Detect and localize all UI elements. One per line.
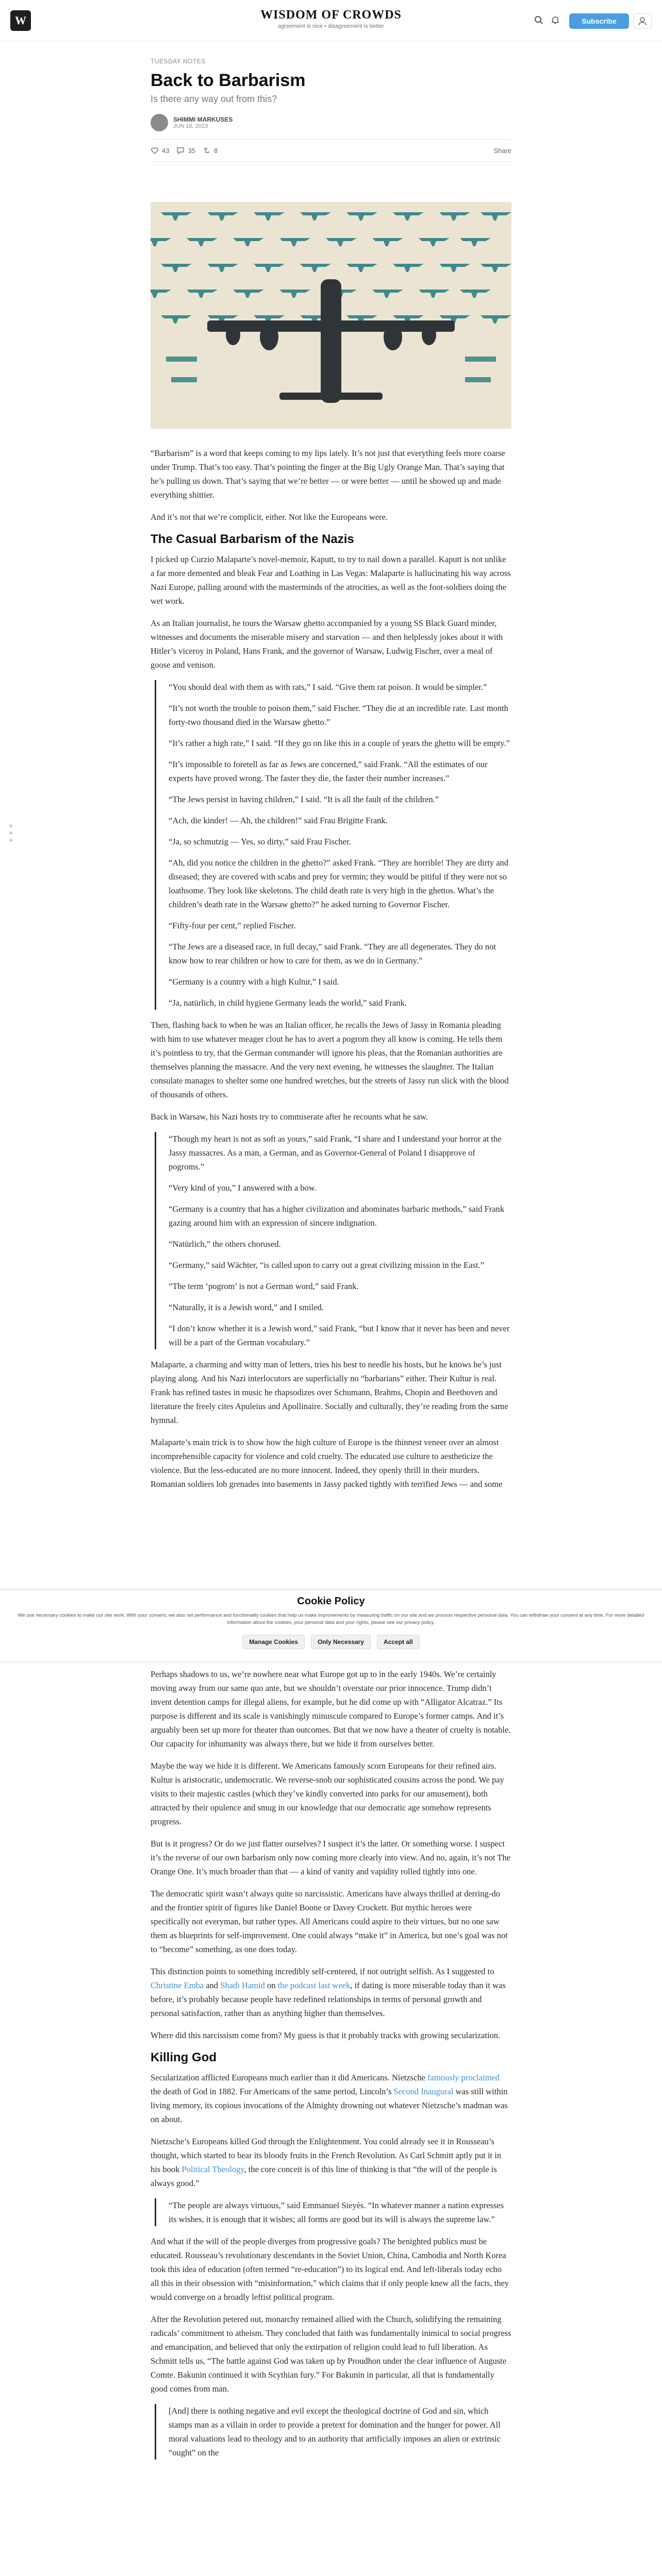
quote-line: “Natürlich,” the others chorused. bbox=[169, 1239, 281, 1249]
paragraph bbox=[151, 2071, 511, 2126]
paragraph bbox=[151, 1964, 511, 2020]
bell-icon[interactable] bbox=[550, 15, 561, 27]
comment-icon bbox=[176, 146, 185, 155]
paragraph: Perhaps shadows to us, we’re nowhere near what Europe got up to in the early 1940s. We’re certainly moving away from our same quo ante, but we shouldn’t overstate our prior innocence. Trump didn’t invent detention camps for illegal aliens, for example, but he did come up with “Alligator Alcatraz.” Its purpose is different and its scale is vanishingly minuscule compared to Europe’s former camps. And it’s arguably been set up more for theater than outcomes. But that we now have a theater of cruelty is notable. Our capacity for inhumanity was always there, but we hide it from ourselves better. bbox=[151, 1669, 511, 1749]
article-body-part-1 bbox=[151, 446, 511, 1499]
text-run: on bbox=[264, 1980, 278, 1990]
quote-line: “It’s impossible to foretell as far as Jews are concerned,” said Frank. “All the estimates of our experts have proved wrong. The faster they die, the faster their number increases.” bbox=[169, 759, 488, 783]
text-run: This distinction points to something incredibly self-centered, if not outright selfish. As I suggested to bbox=[151, 1967, 494, 1976]
comment-count: 35 bbox=[188, 146, 195, 155]
text-run: Secularization afflicted Europeans much earlier than it did Americans. Nietzsche bbox=[151, 2073, 428, 2082]
comment-button[interactable] bbox=[176, 146, 195, 155]
section-heading-casual-barbarism: The Casual Barbarism of the Nazis bbox=[151, 532, 354, 546]
link-shadi-hamid[interactable]: Shadi Hamid bbox=[220, 1980, 265, 1990]
quote-line: “Germany is a country that has a higher civilization and abominates barbaric methods,” said Frank gazing around him with an expression of sincere indignation. bbox=[169, 1204, 505, 1228]
quote-line: [And] there is nothing negative and evil except the theological doctrine of God and sin, which stamps man as a villain in order to provide a pretext for domination and the hunger for power. All moral valuations lead to theology and to an authority that artificially imposes an alien or extrinsic “ought” on the bbox=[169, 2406, 501, 2458]
article-body-part-2 bbox=[151, 1667, 511, 2468]
author-avatar[interactable] bbox=[151, 114, 168, 131]
link-christine-emba[interactable]: Christine Emba bbox=[151, 1980, 204, 1990]
like-count: 43 bbox=[162, 146, 170, 155]
text-run: , if dating is more miserable today than it was before, it’s probably because people have redefined relationships in terms of personal growth and personal satisfaction, rather than as anything higher than themselves. bbox=[151, 1980, 506, 2018]
text-run: Nietzsche’s Europeans killed God through the Enlightenment. You could already see it in Rousseau’s thought, which started to bear its bloody fruits in the French Revolution. As Carl Schmitt aptly put it in his book bbox=[151, 2137, 502, 2174]
article-title: Back to Barbarism bbox=[151, 71, 306, 90]
quote-line: “Germany is a country with a high Kultur,” I said. bbox=[169, 977, 339, 987]
author-name[interactable]: SHIMMI MARKUSES bbox=[173, 116, 233, 123]
publish-date: JUN 18, 2023 bbox=[173, 123, 208, 129]
quote-line: “It’s rather a high rate,” I said. “If they go on like this in a couple of years the ghetto will be empty.” bbox=[169, 738, 510, 748]
paragraph: Maybe the way we hide it is different. We Americans famously scorn Europeans for their refined airs. Kultur is aristocratic, undemocratic. We reverse-snob our sophisticated cousins across the pond. We pay visits to their majestic castles (which they’ve kindly converted into parks for our amusement), both attracted by their opulence and smug in our knowledge that our democratic age somehow represents progress. bbox=[151, 1761, 504, 1826]
link-second-inaugural[interactable]: Second Inaugural bbox=[393, 2087, 454, 2096]
paragraph: And it’s not that we’re complicit, either. Not like the Europeans were. bbox=[151, 512, 388, 522]
quote-line: “It’s not worth the trouble to poison them,” said Fischer. “They die at an incredible rate. Last month forty-two thousand died in the Warsaw ghetto.” bbox=[169, 703, 508, 727]
blockquote-bakunin bbox=[155, 2404, 511, 2460]
share-dot[interactable] bbox=[9, 832, 12, 835]
quote-line: “The Jews persist in having children,” I said. “It is all the fault of the children.” bbox=[169, 794, 439, 804]
restack-count: 8 bbox=[213, 146, 218, 155]
quote-line: “Very kind of you,” I answered with a bow. bbox=[169, 1183, 317, 1193]
manage-cookies-button[interactable]: Manage Cookies bbox=[242, 1635, 305, 1649]
account-button[interactable] bbox=[633, 13, 652, 29]
share-label: Share bbox=[493, 146, 511, 155]
floating-share-widget[interactable] bbox=[7, 824, 14, 846]
text-run: the death of God in 1882. For Americans of the same period, Lincoln’s bbox=[151, 2087, 394, 2096]
byline bbox=[151, 114, 511, 131]
paragraph: Where did this narcissism come from? My guess is that it probably tracks with growing secularization. bbox=[151, 2030, 501, 2040]
quote-line: “Ach, die kinder! — Ah, the children!” said Frau Brigitte Frank. bbox=[169, 816, 388, 825]
quote-line: “Germany,” said Wächter, “is called upon to carry out a great civilizing mission in the East.” bbox=[169, 1260, 484, 1270]
hero-illustration bbox=[151, 202, 511, 429]
quote-line: “I don’t know whether it is a Jewish word,” said Frank, “but I know that it never has been and never will be a part of the German vocabulary.” bbox=[169, 1324, 510, 1347]
paragraph: I picked up Curzio Malaparte’s novel-memoir, Kaputt, to try to nail down a parallel. Kaputt is not unlike a far more demented and bleak Fear and Loathing in Las Vegas: Malaparte is hallucinating his way across Nazi Europe, palling around with the masterminds of the atrocities, as well as the foot-soldiers doing the wet work. bbox=[151, 554, 511, 606]
publication-name[interactable]: WISDOM OF CROWDS bbox=[260, 8, 402, 22]
paragraph: “Barbarism” is a word that keeps coming to my lips lately. It’s not just that everything feels more coarse under Trump. That’s too easy. That’s pointing the finger at the Big Ugly Orange Man. That’s saying that he’s pulling us down. That’s saying that we’re better — or were better — until he showed up and made everything shittier. bbox=[151, 448, 505, 500]
search-icon[interactable] bbox=[533, 15, 544, 27]
quote-line: “You should deal with them as with rats,” I said. “Give them rat poison. It would be simpler.” bbox=[169, 682, 487, 692]
paragraph: The democratic spirit wasn’t always quite so narcissistic. Americans have always thrilled at derring-do and the frontier spirit of figures like Daniel Boone or Davey Crockett. But mythic heroes were specifically not everyman, but rather types. All Americans could aspire to their virtues, but no one saw them as blueprints for self-improvement. One could always “make it” in America, but one’s goal was not to “become” something, as one does today. bbox=[151, 1889, 508, 1954]
share-dot[interactable] bbox=[9, 839, 12, 842]
publication-tagline: agreement is nice • disagreement is better bbox=[278, 23, 384, 29]
heart-icon bbox=[151, 146, 159, 155]
paragraph: But is it progress? Or do we just flatter ourselves? I suspect it’s the latter. Or something worse. I suspect it’s the reverse of our own barbarism only now coming more clearly into view. And no, again, it’s not The Orange One. It’s much broader than that — a kind of vanity and vapidity rolled tightly into one. bbox=[151, 1839, 510, 1876]
quote-line: “Naturally, it is a Jewish word,” and I smiled. bbox=[169, 1302, 324, 1312]
only-necessary-button[interactable]: Only Necessary bbox=[311, 1635, 371, 1649]
restack-icon bbox=[203, 146, 211, 155]
like-button[interactable] bbox=[151, 146, 169, 155]
blockquote-kaputt-dinner bbox=[155, 680, 511, 1010]
quote-line: “Ja, so schmutzig — Yes, so dirty,” said Frau Fischer. bbox=[169, 837, 351, 846]
paragraph: Then, flashing back to when he was an Italian officer, he recalls the Jews of Jassy in Romania pleading with him to use whatever meager clout he has to avert a pogrom they all know is coming. He tells them it’s pointless to try, that the German commander will ignore his pleas, that the Romanian authorities are themselves planning the massacre. And the very next evening, he witnesses the slaughter. The Italian consulate manages to shelter some one hundred wretches, but the streets of Jassy run slick with the blood of thousands of others. bbox=[151, 1020, 509, 1099]
article-header bbox=[151, 58, 511, 131]
quote-line: “The term ‘pogrom’ is not a German word,” said Frank. bbox=[169, 1281, 359, 1291]
link-political-theology[interactable]: Political Theology bbox=[181, 2164, 244, 2174]
paragraph: And what if the will of the people diverges from progressive goals? The benighted publics must be educated. Rousseau’s revolutionary descendants in the Soviet Union, China, Cambodia and North Korea took this idea of education (often termed “re-education”) to its logical end. And left-liberals today echo all this in their obsession with “misinformation,” which claims that if only people knew all the facts, they would converge on a broadly leftist political program. bbox=[151, 2236, 509, 2302]
quote-line: “Ah, did you notice the children in the ghetto?” asked Frank. “They are horrible! They are dirty and diseased; they are covered with scabs and prey for vermin; they would be pitiful if they were not so loathsome. They look like skeletons. The child death rate is very high in the ghettos. What’s the children’s death rate in the Warsaw ghetto?” he asked turning to Governor Fischer. bbox=[169, 858, 509, 909]
quote-line: “Ja, natürlich, in child hygiene Germany leads the world,” said Frank. bbox=[169, 998, 407, 1008]
post-action-bar bbox=[151, 139, 511, 162]
paragraph: Malaparte’s main trick is to show how the high culture of Europe is the thinnest veneer over an almost incomprehensible capacity for violence and cold cruelty. The educated use culture to aestheticize the violence. But the less-educated are no more innocent. Indeed, they openly thrill in their murders. Romanian soldiers lob grenades into basements in Jassy packed tightly with terrified Jews — and some bbox=[151, 1437, 503, 1489]
cookie-consent-banner bbox=[0, 1590, 662, 1662]
text-run: , the core conceit is of this line of thinking is that “the will of the people is always good.” bbox=[151, 2164, 497, 2188]
paragraph: Malaparte, a charming and witty man of letters, tries his best to needle his hosts, but he knows he’s just playing along. And his Nazi interlocutors are superficially no “barbarians” either. Their Kultur is real. Frank has refined tastes in music he rhapsodizes over Schumann, Brahms, Chopin and Beethoven and literature the freely cites Apuleius and Apollinaire. Socially and culturally, they’re reading from the same hymnal. bbox=[151, 1360, 508, 1425]
text-run: was still within living memory, its copious invocations of the Almighty drowning out whatever Nietzsche’s madman was on about. bbox=[151, 2087, 508, 2124]
section-heading-killing-god: Killing God bbox=[151, 2050, 217, 2064]
link-podcast[interactable]: the podcast last week bbox=[277, 1980, 351, 1990]
paragraph: Back in Warsaw, his Nazi hosts try to commiserate after he recounts what he saw. bbox=[151, 1112, 428, 1122]
paragraph bbox=[151, 2134, 511, 2190]
cookie-banner-title: Cookie Policy bbox=[297, 1596, 365, 1607]
article-kicker[interactable]: TUESDAY NOTES bbox=[151, 58, 206, 65]
text-run: and bbox=[204, 1980, 221, 1990]
quote-line: “The people are always virtuous,” said Emmanuel Sieyès. “In whatever manner a nation expresses its wishes, it is enough that it wishes; all forms are good but its will is always the supreme law.” bbox=[169, 2200, 504, 2224]
accept-all-button[interactable]: Accept all bbox=[377, 1635, 420, 1649]
subscribe-button[interactable]: Subscribe bbox=[569, 13, 629, 29]
quote-line: “Fifty-four per cent,” replied Fischer. bbox=[169, 921, 296, 930]
top-navigation-bar bbox=[0, 0, 662, 41]
share-dot[interactable] bbox=[9, 824, 12, 827]
restack-button[interactable] bbox=[203, 146, 218, 155]
blockquote-sieyes bbox=[155, 2198, 511, 2226]
paragraph: As an Italian journalist, he tours the Warsaw ghetto accompanied by a young SS Black Guard minder, witnesses and documents the miserable misery and starvation — and then helplessly jokes about it with Hitler’s viceroy in Poland, Hans Frank, and the governor of Warsaw, Ludwig Fischer, over a meal of goose and venison. bbox=[151, 618, 503, 670]
cookie-banner-text: We use necessary cookies to make our site work. With your consent, we also set performance and functionality cookies that help us make improvements by measuring traffic on our site and we process respective personal data. You can withdraw your consent at any time. For more detailed information about the cookies, your personal data and your rights, please see our privacy policy. bbox=[18, 1613, 644, 1625]
warplanes-illustration bbox=[151, 202, 511, 429]
quote-line: “The Jews are a diseased race, in full decay,” said Frank. “They are all degenerates. They do not know how to rear children or how to care for them, as we do in Germany.” bbox=[169, 942, 496, 965]
share-button[interactable] bbox=[493, 147, 511, 155]
article-subtitle: Is there any way out from this? bbox=[151, 94, 277, 104]
blockquote-pogrom-exchange bbox=[155, 1132, 511, 1349]
paragraph: After the Revolution petered out, monarchy remained allied with the Church, solidifying the remaining radicals’ commitment to atheism. They concluded that faith was fundamentally inimical to social progress and emancipation, and believed that only the extirpation of religion could lead to full liberation. As Schmitt tells us, “The battle against God was taken up by Proudhon under the clear influence of Auguste Comte. Bakunin continued it with Scythian fury.” For Bakunin in particular, all that is fundamentally good comes from man. bbox=[151, 2314, 511, 2394]
link-famously-proclaimed[interactable]: famously proclaimed bbox=[427, 2073, 500, 2082]
publication-logo[interactable]: W bbox=[10, 10, 31, 31]
quote-line: “Though my heart is not as soft as yours,” said Frank, “I share and I understand your horror at the Jassy massacres. As a man, a German, and as Governor-General of Poland I disapprove of pogroms.” bbox=[169, 1134, 502, 1172]
